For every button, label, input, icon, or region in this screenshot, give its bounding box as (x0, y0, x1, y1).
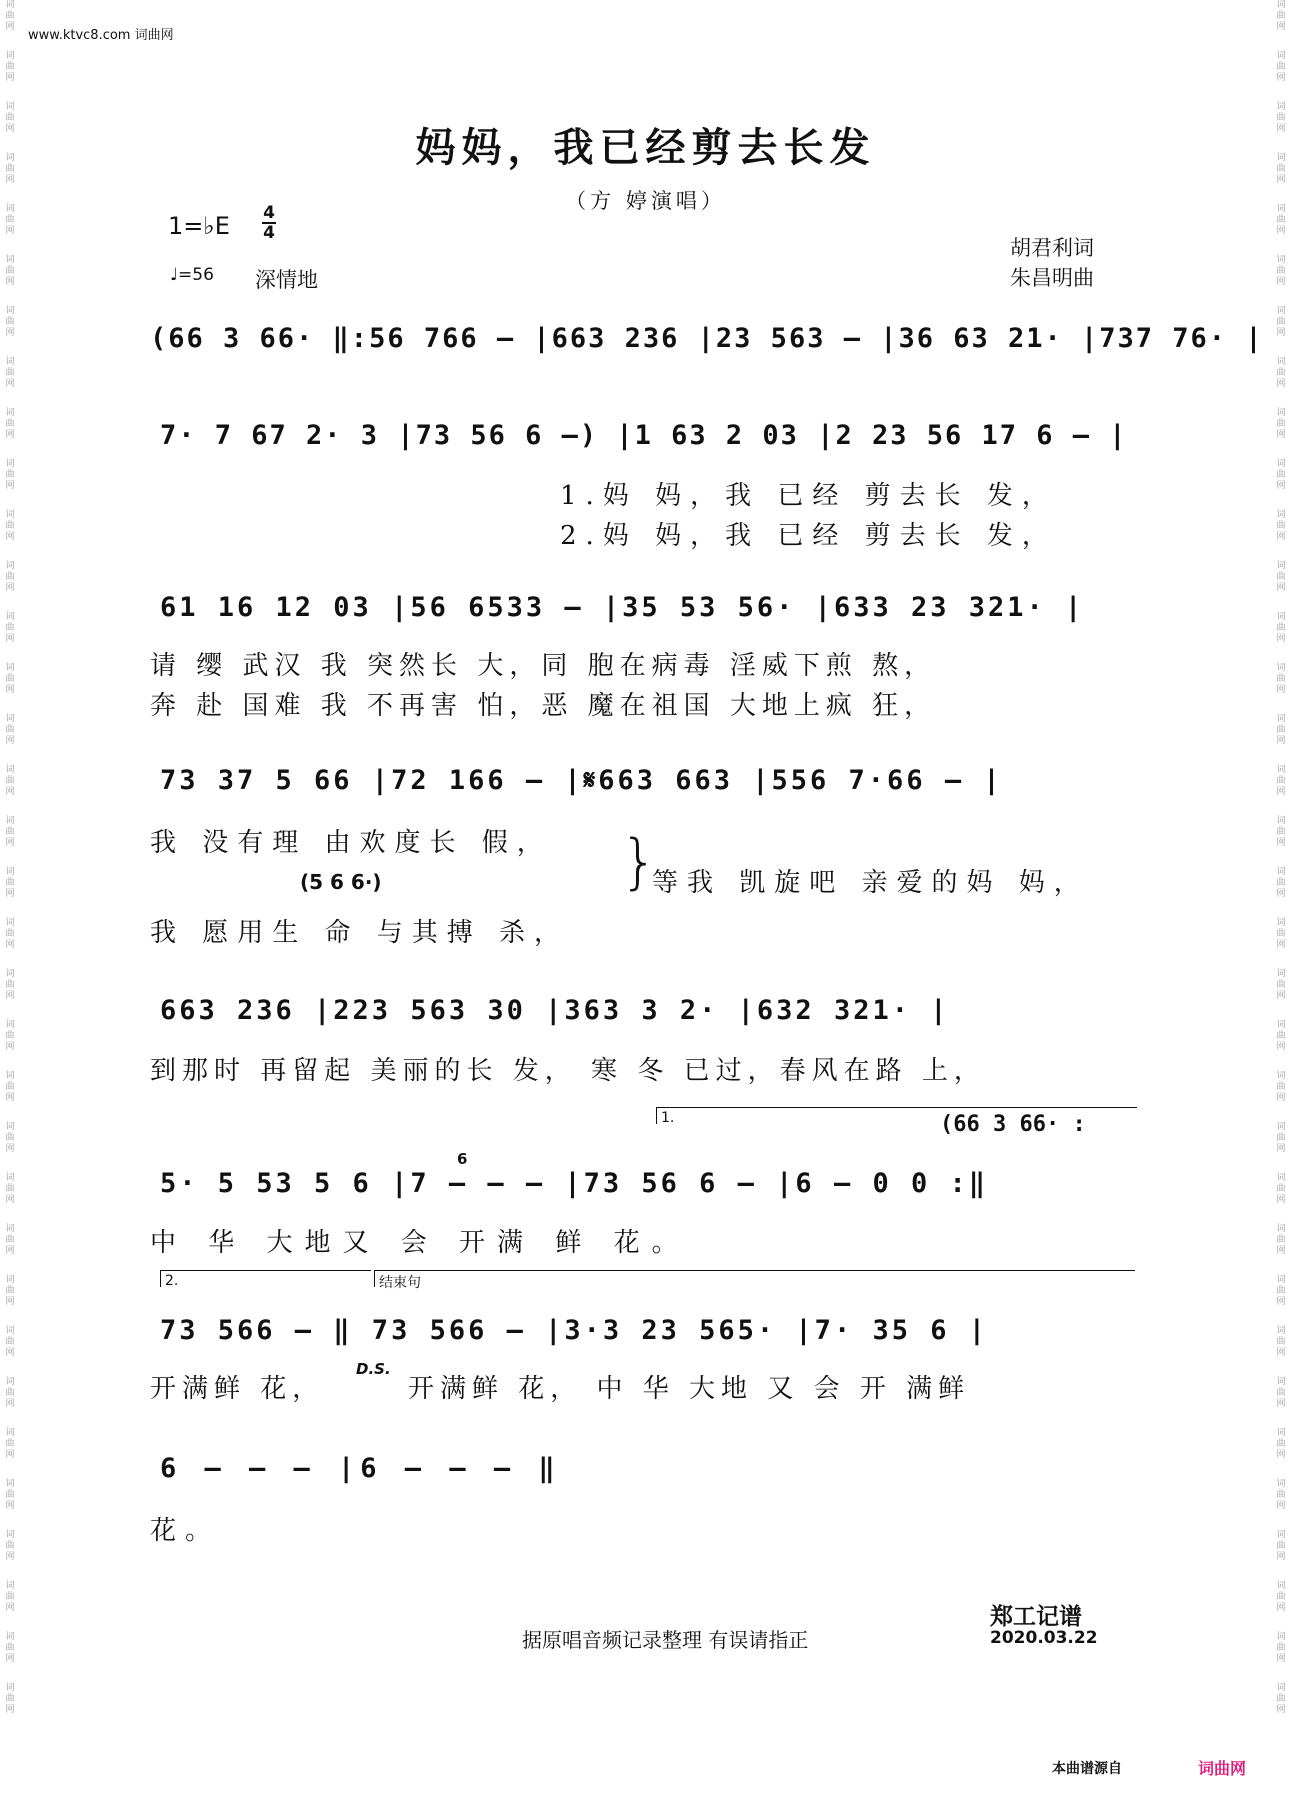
lyric-line-7-b: 开满鲜 花， 中 华 大地 又 会 开 满鲜 (408, 1374, 971, 1404)
side-watermark-text: 词 曲 网 (1276, 612, 1286, 644)
side-watermark-text: 词 曲 网 (5, 1275, 15, 1307)
side-watermark-text: 词 曲 网 (1276, 1224, 1286, 1256)
side-watermark-text: 词 曲 网 (5, 1122, 15, 1154)
side-watermark-text: 词 曲 网 (5, 153, 15, 185)
source-label: 本曲谱源自 (1052, 1761, 1122, 1777)
dal-segno-mark: D.S. (356, 1360, 391, 1378)
notation-line-5: 663 236 |223 563 30 |363 3 2· |632 321· | (160, 995, 950, 1026)
side-watermark-text: 词 曲 网 (5, 1632, 15, 1664)
lyric-line-4-verse-1: 我 没有理 由欢度长 假， (150, 828, 552, 858)
side-watermark-text: 词 曲 网 (1276, 51, 1286, 83)
side-watermark-text: 词 曲 网 (1276, 1632, 1286, 1664)
side-watermark-text: 词 曲 网 (5, 1683, 15, 1715)
side-watermark-text: 词 曲 网 (1276, 816, 1286, 848)
side-watermark-text: 词 曲 网 (5, 969, 15, 1001)
side-watermark-text: 词 曲 网 (1276, 0, 1286, 32)
song-title: 妈妈，我已经剪去长发 (415, 124, 876, 171)
side-watermark-text: 词 曲 网 (5, 612, 15, 644)
grace-note: 6 (457, 1150, 468, 1168)
side-watermark-text: 词 曲 网 (5, 1377, 15, 1409)
lyric-line-3-verse-2: 奔 赴 国难 我 不再害 怕，恶 魔在祖国 大地上疯 狂， (150, 691, 937, 721)
footer-note: 据原唱音频记录整理 有误请指正 (522, 1628, 809, 1652)
tempo-marking: ♩=56 (170, 265, 214, 285)
side-watermark-text: 词 曲 网 (5, 918, 15, 950)
side-watermark-text: 词 曲 网 (5, 816, 15, 848)
side-watermark-text: 词 曲 网 (1276, 561, 1286, 593)
side-watermark-text: 词 曲 网 (5, 0, 15, 32)
recorded-date: 2020.03.22 (990, 1628, 1098, 1648)
brace-symbol: } (620, 827, 659, 897)
side-watermark-text: 词 曲 网 (1276, 765, 1286, 797)
side-watermark-text: 词 曲 网 (1276, 357, 1286, 389)
site-watermark: www.ktvc8.com 词曲网 (28, 28, 174, 43)
side-watermark-text: 词 曲 网 (5, 1224, 15, 1256)
ending-bracket (374, 1270, 1135, 1291)
lyric-line-5: 到那时 再留起 美丽的长 发， 寒 冬 已过，春风在路 上， (150, 1056, 986, 1086)
lyric-line-4-verse-2: 我 愿用生 命 与其搏 杀， (150, 918, 570, 948)
side-watermark-text: 词 曲 网 (1276, 459, 1286, 491)
lyric-line-8: 花。 (150, 1516, 221, 1546)
side-watermark-text: 词 曲 网 (5, 1530, 15, 1562)
side-watermark-text: 词 曲 网 (1276, 714, 1286, 746)
side-watermark-text: 词 曲 网 (5, 765, 15, 797)
recorder-credit: 郑工记谱 (990, 1604, 1082, 1630)
side-watermark-text: 词 曲 网 (5, 510, 15, 542)
side-watermark-text: 词 曲 网 (1276, 102, 1286, 134)
side-watermark-text: 词 曲 网 (1276, 306, 1286, 338)
side-watermark-text: 词 曲 网 (5, 714, 15, 746)
notation-line-2: 7· 7 67 2· 3 |73 56 6 –) |1 63 2 03 |2 23 56 17 6 – | (160, 420, 1128, 451)
side-watermark-text: 词 曲 网 (1276, 408, 1286, 440)
side-watermark-text: 词 曲 网 (1276, 1581, 1286, 1613)
notation-line-7: 73 566 – ‖ 73 566 – |3·3 23 565· |7· 35 6 | (160, 1315, 988, 1346)
side-watermark-text: 词 曲 网 (5, 1479, 15, 1511)
time-top: 4 (263, 203, 275, 223)
side-watermark-text: 词 曲 网 (1276, 867, 1286, 899)
right-watermark-strip (1274, 0, 1288, 1804)
lyric-line-2-verse-1: 1.妈 妈，我 已经 剪去长 发， (560, 481, 1057, 511)
side-watermark-text: 词 曲 网 (1276, 1530, 1286, 1562)
side-watermark-text: 词 曲 网 (1276, 1377, 1286, 1409)
notation-line-3: 61 16 12 03 |56 6533 – |35 53 56· |633 23 321· | (160, 592, 1085, 623)
lyric-line-7-a: 开满鲜 花， (150, 1374, 325, 1404)
side-watermark-text: 词 曲 网 (1276, 1479, 1286, 1511)
notation-line-1: (66 3 66· ‖:56 766 – |663 236 |23 563 – |36 63 21· |737 76· | (150, 323, 1264, 354)
side-watermark-text: 词 曲 网 (1276, 1071, 1286, 1103)
side-watermark-text: 词 曲 网 (5, 255, 15, 287)
time-bottom: 4 (263, 223, 275, 243)
notation-line-6: 5· 5 53 5 6 |7 – – – |73 56 6 – |6 – 0 0 :‖ (160, 1168, 988, 1199)
side-watermark-text: 词 曲 网 (1276, 663, 1286, 695)
lyric-line-3-verse-1: 请 缨 武汉 我 突然长 大，同 胞在病毒 淫威下煎 熬， (150, 651, 937, 681)
side-watermark-text: 词 曲 网 (1276, 1326, 1286, 1358)
lyric-line-6: 中 华 大地又 会 开满 鲜 花。 (150, 1228, 690, 1258)
left-watermark-strip (3, 0, 17, 1804)
volta-1-pickup-notes: (66 3 66· : (940, 1112, 1086, 1137)
side-watermark-text: 词 曲 网 (1276, 1683, 1286, 1715)
time-signature (262, 204, 276, 242)
side-watermark-text: 词 曲 网 (5, 1020, 15, 1052)
source-site-link[interactable]: 词曲网 (1198, 1759, 1247, 1778)
lyric-line-4-alt-notes: (5 6 6·) (300, 870, 382, 894)
volta-2-bracket (160, 1270, 371, 1287)
lyric-line-4-refrain: 等我 凯旋吧 亲爱的妈 妈， (652, 868, 1089, 898)
side-watermark-text: 词 曲 网 (1276, 1020, 1286, 1052)
side-watermark-text: 词 曲 网 (5, 51, 15, 83)
side-watermark-text: 词 曲 网 (5, 459, 15, 491)
side-watermark-text: 词 曲 网 (5, 408, 15, 440)
side-watermark-text: 词 曲 网 (1276, 510, 1286, 542)
side-watermark-text: 词 曲 网 (5, 1428, 15, 1460)
singer-credit: （方 婷演唱） (565, 189, 726, 213)
side-watermark-text: 词 曲 网 (5, 1581, 15, 1613)
volta-1-label: 1. (661, 1110, 675, 1126)
volta-2-label: 2. (165, 1273, 179, 1289)
side-watermark-text: 词 曲 网 (1276, 255, 1286, 287)
side-watermark-text: 词 曲 网 (5, 306, 15, 338)
side-watermark-text: 词 曲 网 (1276, 1173, 1286, 1205)
side-watermark-text: 词 曲 网 (5, 357, 15, 389)
side-watermark-text: 词 曲 网 (1276, 1275, 1286, 1307)
side-watermark-text: 词 曲 网 (5, 561, 15, 593)
side-watermark-text: 词 曲 网 (1276, 918, 1286, 950)
side-watermark-text: 词 曲 网 (5, 1326, 15, 1358)
notation-line-8: 6 – – – |6 – – – ‖ (160, 1453, 561, 1484)
notation-line-4: 73 37 5 66 |72 166 – |𝄋663 663 |556 7·66 – | (160, 765, 1003, 796)
side-watermark-text: 词 曲 网 (1276, 153, 1286, 185)
side-watermark-text: 词 曲 网 (1276, 969, 1286, 1001)
side-watermark-text: 词 曲 网 (1276, 204, 1286, 236)
side-watermark-text: 词 曲 网 (5, 1173, 15, 1205)
expression-marking: 深情地 (255, 268, 318, 292)
ending-label: 结束句 (379, 1275, 421, 1291)
side-watermark-text: 词 曲 网 (5, 204, 15, 236)
side-watermark-text: 词 曲 网 (1276, 1428, 1286, 1460)
side-watermark-text: 词 曲 网 (5, 867, 15, 899)
side-watermark-text: 词 曲 网 (5, 102, 15, 134)
lyric-line-2-verse-2: 2.妈 妈，我 已经 剪去长 发， (560, 521, 1057, 551)
composer-credit: 朱昌明曲 (1010, 266, 1094, 290)
side-watermark-text: 词 曲 网 (5, 663, 15, 695)
side-watermark-text: 词 曲 网 (5, 1071, 15, 1103)
side-watermark-text: 词 曲 网 (1276, 1122, 1286, 1154)
key-signature: 1=♭E (168, 212, 230, 240)
lyricist-credit: 胡君利词 (1010, 236, 1094, 260)
